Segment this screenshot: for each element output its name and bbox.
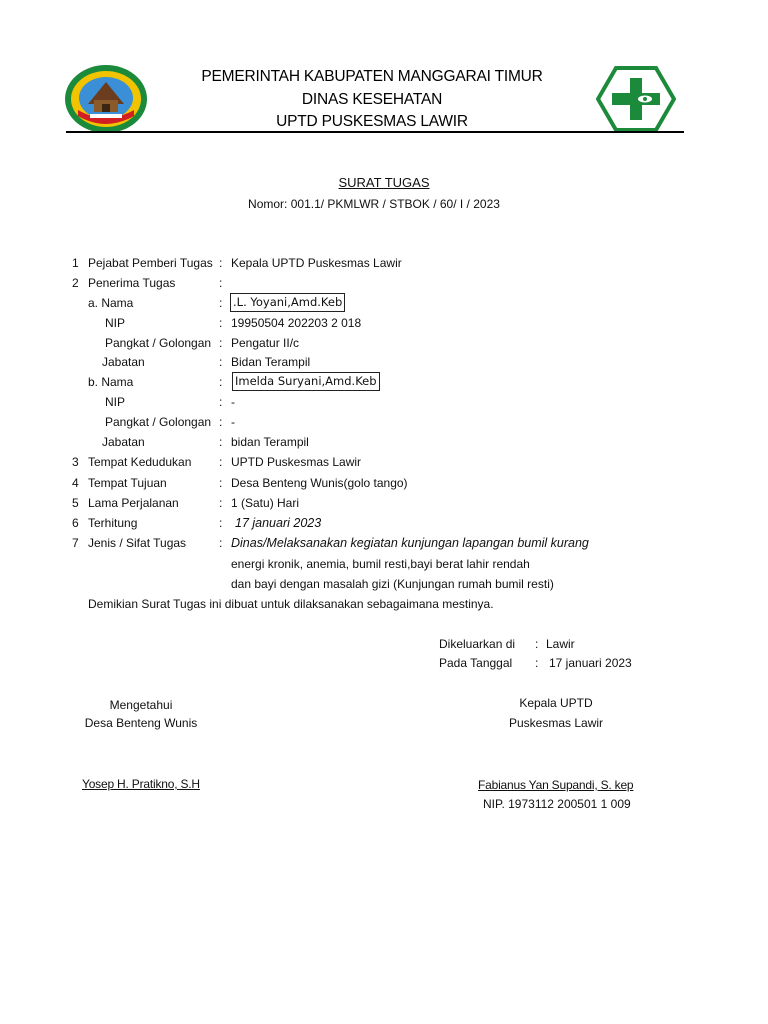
row-label: Jabatan [102, 355, 145, 369]
row-value: Pengatur II/c [231, 336, 300, 350]
puskesmas-cross-icon [596, 66, 676, 132]
row-label: Jabatan [102, 435, 145, 449]
row-separator: : [219, 435, 223, 449]
row-label: Pejabat Pemberi Tugas [88, 256, 213, 270]
row-label: NIP [105, 316, 126, 330]
row-value: .L. Yoyani,Amd.Keb [230, 293, 345, 312]
issued-place-value: Lawir [546, 637, 575, 651]
row-separator: : [219, 316, 223, 330]
row-value: 17 januari 2023 [235, 516, 322, 530]
row-value: Desa Benteng Wunis(golo tango) [231, 476, 408, 490]
row-number: 7 [72, 536, 79, 550]
row-separator: : [219, 415, 223, 429]
row-label: Pangkat / Golongan [105, 415, 212, 429]
row-separator: : [219, 536, 223, 550]
row-label: Tempat Kedudukan [88, 455, 192, 469]
row-separator: : [219, 256, 223, 270]
regency-emblem-icon [64, 64, 148, 134]
row-label: a. Nama [88, 296, 134, 310]
row-value: - [231, 395, 235, 409]
right-signatory-nip: NIP. 1973112 200501 1 009 [483, 797, 631, 811]
issued-place-sep: : [535, 637, 539, 651]
row-separator: : [219, 375, 223, 389]
row-label: Terhitung [88, 516, 138, 530]
header-divider [66, 131, 684, 133]
issued-date-value: 17 januari 2023 [549, 656, 632, 670]
issued-date-label: Pada Tanggal [439, 656, 513, 670]
row-number: 6 [72, 516, 79, 530]
row-label: Penerima Tugas [88, 276, 176, 290]
row-label: Pangkat / Golongan [105, 336, 212, 350]
row-separator: : [219, 296, 223, 310]
task-description-line-2: energi kronik, anemia, bumil resti,bayi berat lahir rendah [231, 557, 530, 571]
row-separator: : [219, 496, 223, 510]
right-sign-line-2: Puskesmas Lawir [508, 716, 604, 730]
row-value: Bidan Terampil [231, 355, 311, 369]
row-value: Kepala UPTD Puskesmas Lawir [231, 256, 402, 270]
left-sign-line-1: Mengetahui [109, 698, 173, 712]
row-value: Dinas/Melaksanakan kegiatan kunjungan lapangan bumil kurang [231, 536, 589, 550]
header-line-2: DINAS KESEHATAN [301, 91, 443, 108]
row-number: 3 [72, 455, 79, 469]
row-value: - [231, 415, 235, 429]
row-label: b. Nama [88, 375, 134, 389]
row-separator: : [219, 395, 223, 409]
row-label: Lama Perjalanan [88, 496, 179, 510]
row-value: 19950504 202203 2 018 [231, 316, 362, 330]
row-separator: : [219, 355, 223, 369]
row-value: bidan Terampil [231, 435, 309, 449]
header-line-1: PEMERINTAH KABUPATEN MANGGARAI TIMUR [201, 68, 543, 85]
row-value: Imelda Suryani,Amd.Keb [232, 372, 380, 391]
task-description-line-3: dan bayi dengan masalah gizi (Kunjungan rumah bumil resti) [231, 577, 554, 591]
row-number: 5 [72, 496, 79, 510]
closing-statement: Demikian Surat Tugas ini dibuat untuk dilaksanakan sebagaimana mestinya. [88, 597, 494, 611]
row-separator: : [219, 516, 223, 530]
row-separator: : [219, 276, 223, 290]
issued-place-label: Dikeluarkan di [439, 637, 516, 651]
right-sign-line-1: Kepala UPTD [519, 696, 593, 710]
row-number: 1 [72, 256, 79, 270]
header-line-3: UPTD PUSKESMAS LAWIR [276, 113, 468, 130]
row-label: NIP [105, 395, 126, 409]
row-number: 2 [72, 276, 79, 290]
left-sign-line-2: Desa Benteng Wunis [84, 716, 198, 730]
row-label: Jenis / Sifat Tugas [88, 536, 187, 550]
right-signatory-name: Fabianus Yan Supandi, S. kep [478, 778, 634, 792]
row-value: UPTD Puskesmas Lawir [231, 455, 362, 469]
issued-date-sep: : [535, 656, 539, 670]
row-value: 1 (Satu) Hari [231, 496, 300, 510]
row-label: Tempat Tujuan [88, 476, 167, 490]
row-separator: : [219, 336, 223, 350]
row-separator: : [219, 476, 223, 490]
row-separator: : [219, 455, 223, 469]
document-title: SURAT TUGAS [338, 175, 430, 190]
left-signatory-name: Yosep H. Pratikno, S.H [82, 777, 200, 791]
row-number: 4 [72, 476, 79, 490]
document-number: Nomor: 001.1/ PKMLWR / STBOK / 60/ I / 2023 [248, 197, 500, 211]
